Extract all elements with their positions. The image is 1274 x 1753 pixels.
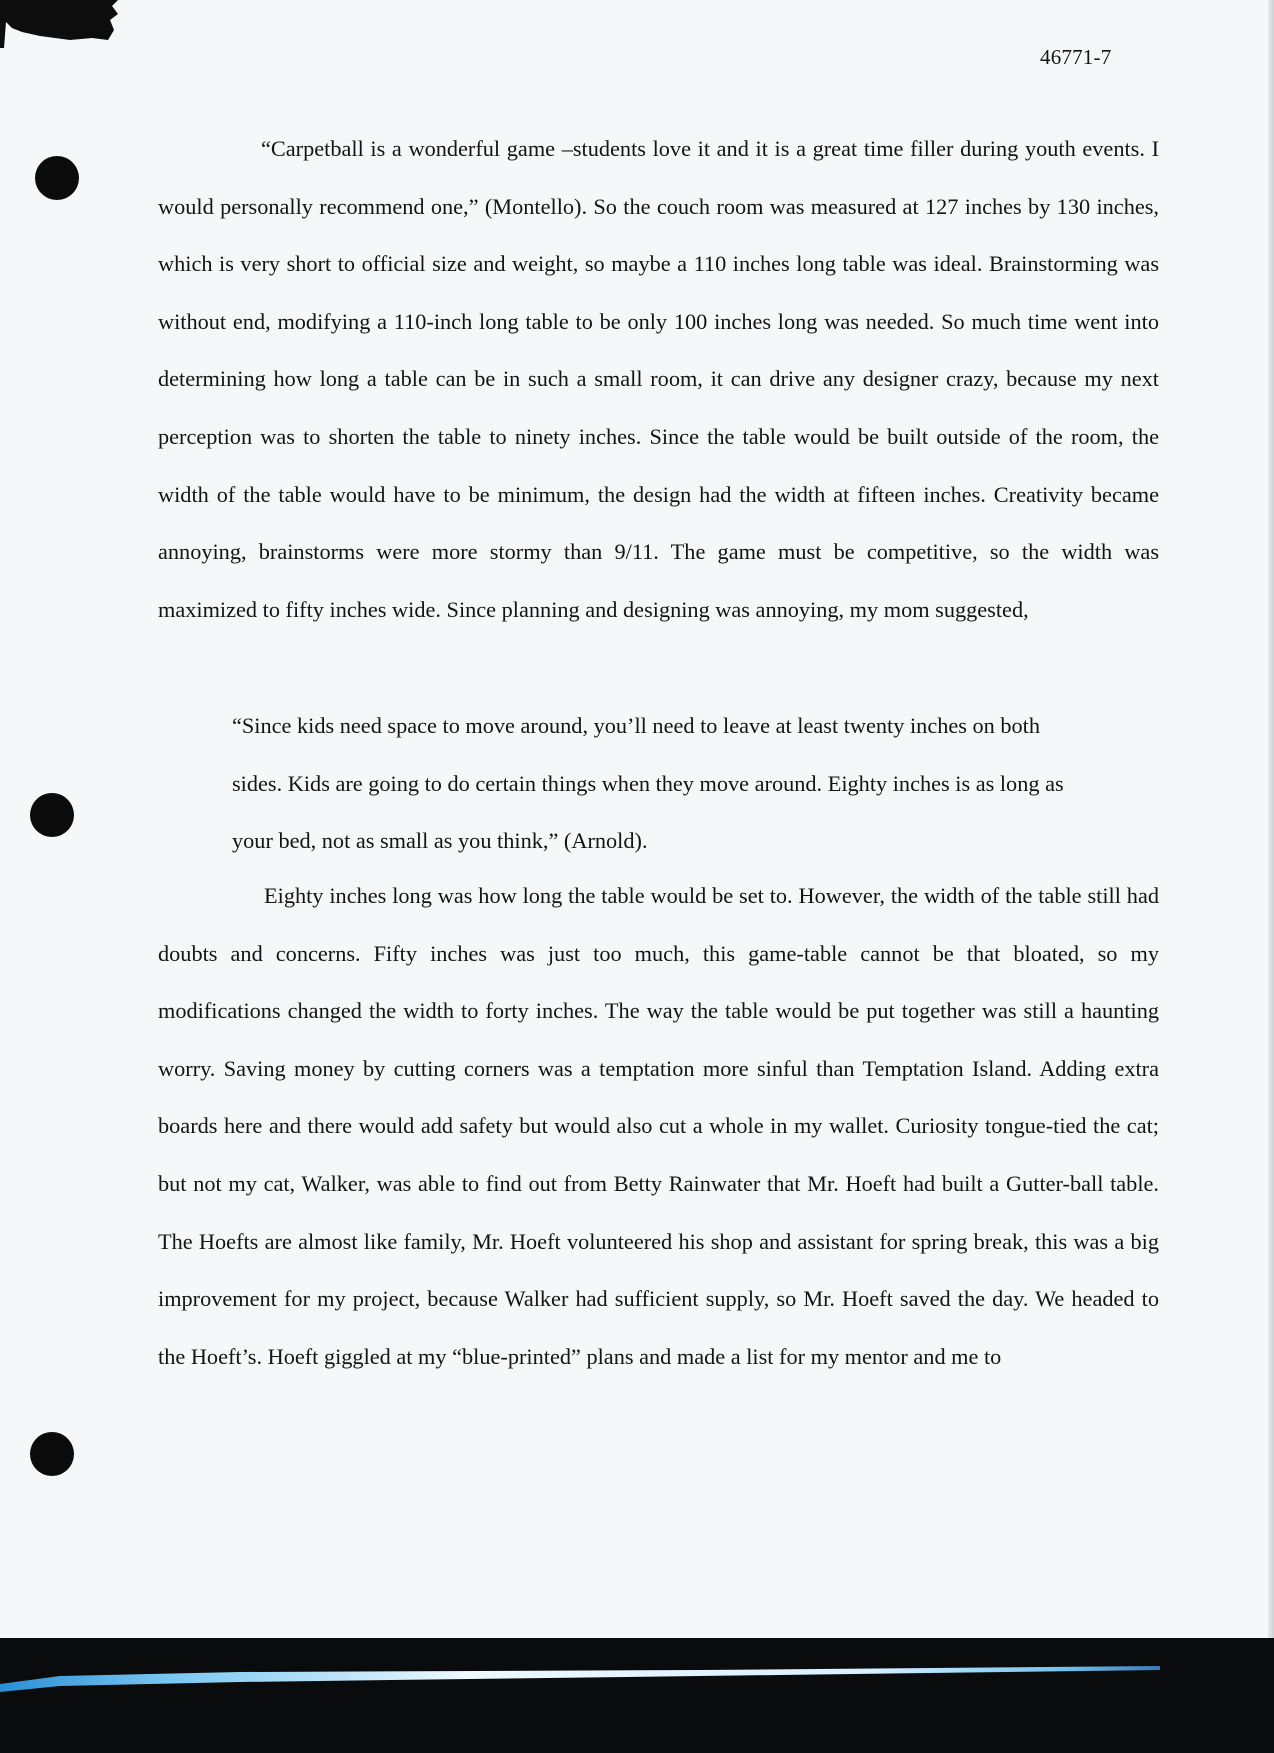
block-quote-text: “Since kids need space to move around, you’ll need to leave at least twenty inches on both sides. Kids are going to do certain things when they move around. Eighty inches is as long as your bed, not as small as you think,” (Arnold).: [232, 713, 1064, 854]
paragraph-2: [158, 867, 1159, 1385]
torn-corner: [0, 0, 120, 48]
punch-hole-middle: [30, 793, 74, 837]
scan-right-edge: [1268, 0, 1274, 1640]
page-number: 46771-7: [1040, 45, 1112, 69]
paragraph-2-text: Eighty inches long was how long the table would be set to. However, the width of the table still had doubts and concerns. Fifty inches was just too much, this game-table cannot be that bloated, so my modifications changed the width to forty inches. The way the table would be put together was still a haunting worry. Saving money by cutting corners was a temptation more sinful than Temptation Island. Adding extra boards here and there would add safety but would also cut a whole in my wallet. Curiosity tongue-tied the cat; but not my cat, Walker, was able to find out from Betty Rainwater that Mr. Hoeft had built a Gutter-ball table. The Hoefts are almost like family, Mr. Hoeft volunteered his shop and assistant for spring break, this was a big improvement for my project, because Walker had sufficient supply, so Mr. Hoeft saved the day. We headed to the Hoeft’s. Hoeft giggled at my “blue-printed” plans and made a list for my mentor and me to: [158, 883, 1159, 1369]
scanner-light-streak: [0, 1660, 1274, 1700]
block-quote: [232, 697, 1092, 870]
paragraph-1-text: “Carpetball is a wonderful game –students love it and it is a great time filler during youth events. I would personally recommend one,” (Montello). So the couch room was measured at 127 inches by 130 inches, which is very short to official size and weight, so maybe a 110 inches long table was ideal. Brainstorming was without end, modifying a 110-inch long table to be only 100 inches long was needed. So much time went into determining how long a table can be in such a small room, it can drive any designer crazy, because my next perception was to shorten the table to ninety inches. Since the table would be built outside of the room, the width of the table would have to be minimum, the design had the width at fifteen inches. Creativity became annoying, brainstorms were more stormy than 9/11. The game must be competitive, so the width was maximized to fifty inches wide. Since planning and designing was annoying, my mom suggested,: [158, 136, 1159, 622]
paragraph-1: [158, 120, 1159, 638]
punch-hole-top: [35, 156, 79, 200]
punch-hole-bottom: [30, 1432, 74, 1476]
